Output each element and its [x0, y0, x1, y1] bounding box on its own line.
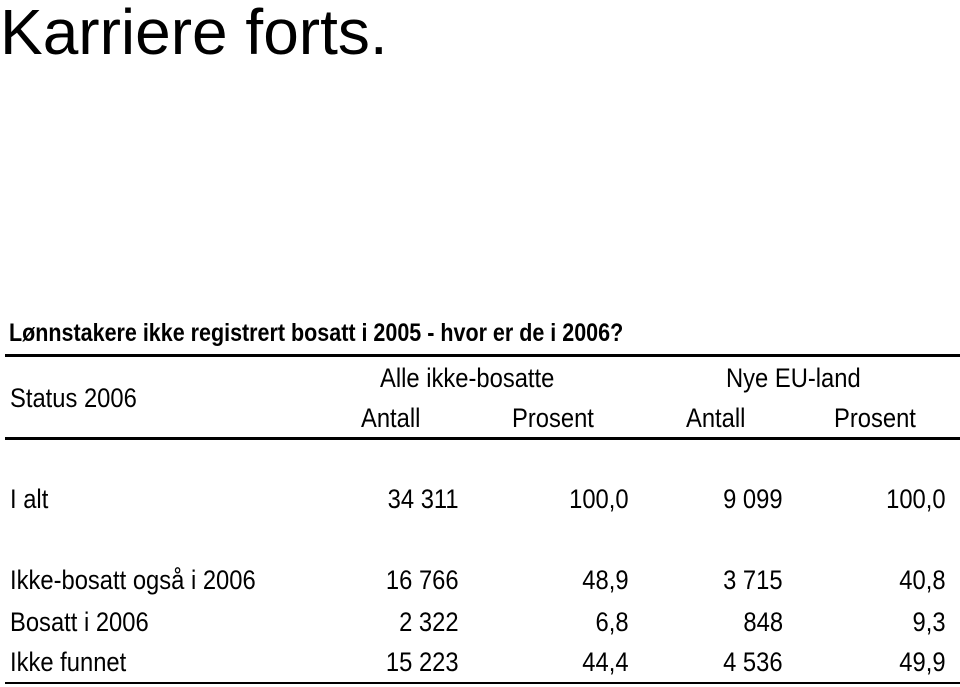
row-label: Bosatt i 2006	[10, 607, 149, 637]
cell-antall: 9 099	[723, 484, 783, 514]
subheader-prosent-1: Prosent	[512, 403, 594, 433]
cell-antall: 848	[743, 607, 783, 637]
group-header-nye-eu-land: Nye EU-land	[726, 363, 861, 393]
row-label: Ikke funnet	[10, 647, 127, 677]
cell-antall: 2 322	[399, 607, 459, 637]
cell-prosent: 100,0	[569, 484, 629, 514]
subheader-antall-1: Antall	[361, 403, 421, 433]
row-header-label: Status 2006	[10, 383, 137, 413]
slide-title: Karriere forts.	[0, 0, 388, 68]
cell-antall: 16 766	[386, 565, 459, 595]
row-label: Ikke-bosatt også i 2006	[10, 565, 256, 595]
cell-prosent: 44,4	[582, 647, 629, 677]
cell-prosent: 6,8	[595, 607, 629, 637]
subheader-antall-2: Antall	[686, 403, 746, 433]
row-label: I alt	[10, 484, 49, 514]
cell-prosent: 48,9	[582, 565, 629, 595]
table-header-rule	[5, 437, 960, 440]
cell-antall: 15 223	[386, 647, 459, 677]
cell-prosent: 49,9	[899, 647, 946, 677]
cell-antall: 3 715	[723, 565, 783, 595]
table-caption: Lønnstakere ikke registrert bosatt i 2005 - hvor er de i 2006?	[9, 319, 624, 347]
cell-antall: 4 536	[723, 647, 783, 677]
cell-prosent: 40,8	[899, 565, 946, 595]
cell-antall: 34 311	[388, 484, 459, 514]
table-top-rule	[5, 354, 960, 357]
table-bottom-rule	[5, 682, 960, 684]
group-header-alle-ikke-bosatte: Alle ikke-bosatte	[380, 363, 555, 393]
subheader-prosent-2: Prosent	[834, 403, 916, 433]
cell-prosent: 100,0	[886, 484, 946, 514]
cell-prosent: 9,3	[912, 607, 946, 637]
